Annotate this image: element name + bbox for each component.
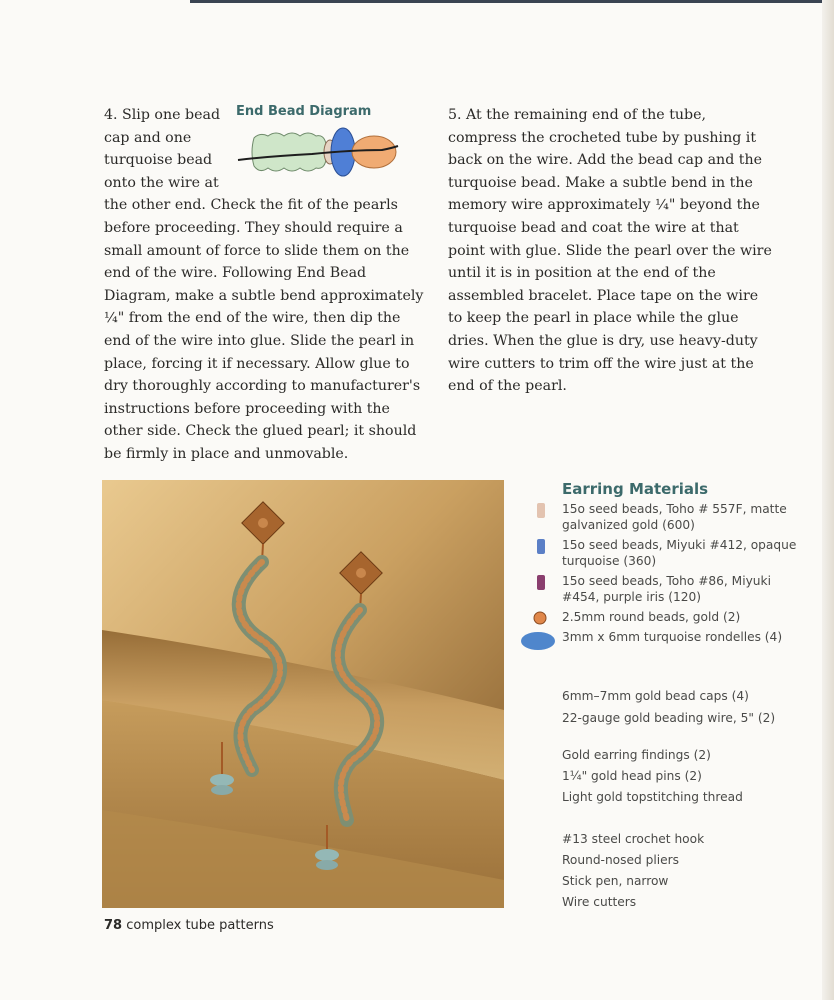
material-plain: Light gold topstitching thread — [562, 790, 743, 804]
materials-title: Earring Materials — [562, 480, 709, 498]
page-footer — [104, 918, 274, 933]
earrings-photo — [102, 480, 504, 908]
tool-item: Wire cutters — [562, 895, 637, 909]
diagram-title: End Bead Diagram — [236, 104, 372, 119]
tool-item: Stick pen, narrow — [562, 874, 669, 888]
material-text: 15o seed beads, Miyuki #412, opaque turquoise (360) — [562, 538, 797, 568]
page-number: 78 — [104, 918, 123, 933]
end-bead-diagram — [232, 104, 422, 184]
step-5-body: 5. At the remaining end of the tube, compress the crocheted tube by pushing it back on the wire. Add the bead cap and the turquoise bead. Make a subtle bend in the memory wire approximately ¼" beyond the turquoise bead and coat the wire at that point with glue. Slide the pearl over the wire until it is in position at the end of the assembled bracelet. Place tape on the wire to keep the pearl in place while the glue dries. When the glue is dry, use heavy-duty wire cutters to trim off the wire just at the end of the pearl. — [448, 107, 772, 395]
seed-bead-icon — [534, 574, 548, 592]
tool-item: #13 steel crochet hook — [562, 832, 705, 846]
material-plain: 1¼" gold head pins (2) — [562, 769, 702, 783]
step-5-text — [448, 104, 774, 398]
page-edge-shadow — [822, 0, 834, 1000]
material-plain: Gold earring findings (2) — [562, 748, 711, 762]
step-4-line: 4. Slip one bead — [104, 107, 221, 123]
tool-item: Round-nosed pliers — [562, 853, 679, 867]
material-plain: 22-gauge gold beading wire, 5" (2) — [562, 711, 776, 725]
material-plain: 6mm–7mm gold bead caps (4) — [562, 689, 749, 703]
section-name: complex tube patterns — [126, 918, 274, 933]
step-4-line: onto the wire at — [104, 174, 219, 191]
step-4-line: cap and one — [104, 129, 192, 146]
end-bead-diagram-graphic — [232, 126, 422, 184]
round-bead-icon — [532, 610, 548, 626]
step-4-body: the other end. Check the fit of the pearls before proceeding. They should require a small amount of force to slide them on the end of the wire. Following End Bead Diagram, make a subtle bend approximately ¼" from the end of the wire, then dip the end of the wire into glue. Slide the pearl in place, forcing it if necessary. Allow glue to dry thoroughly according to manufacturer's instructions before proceeding with the other side. Check the glued pearl; it should be firmly in place and unmovable. — [104, 197, 424, 462]
rondelle-icon — [520, 630, 558, 652]
seed-bead-icon — [534, 502, 548, 520]
step-4-line: turquoise bead — [104, 152, 213, 169]
seed-bead-icon — [534, 538, 548, 556]
crocheted-tube-shape — [252, 133, 328, 171]
material-text: 15o seed beads, Toho #86, Miyuki #454, purple iris (120) — [562, 574, 771, 604]
earrings-photo-image — [102, 480, 504, 908]
top-rule — [190, 0, 834, 3]
pearl-shape — [352, 136, 396, 168]
material-text: 2.5mm round beads, gold (2) — [562, 610, 741, 624]
material-text: 3mm x 6mm turquoise rondelles (4) — [562, 630, 783, 644]
material-text: 15o seed beads, Toho # 557F, matte galvanized gold (600) — [562, 502, 787, 532]
